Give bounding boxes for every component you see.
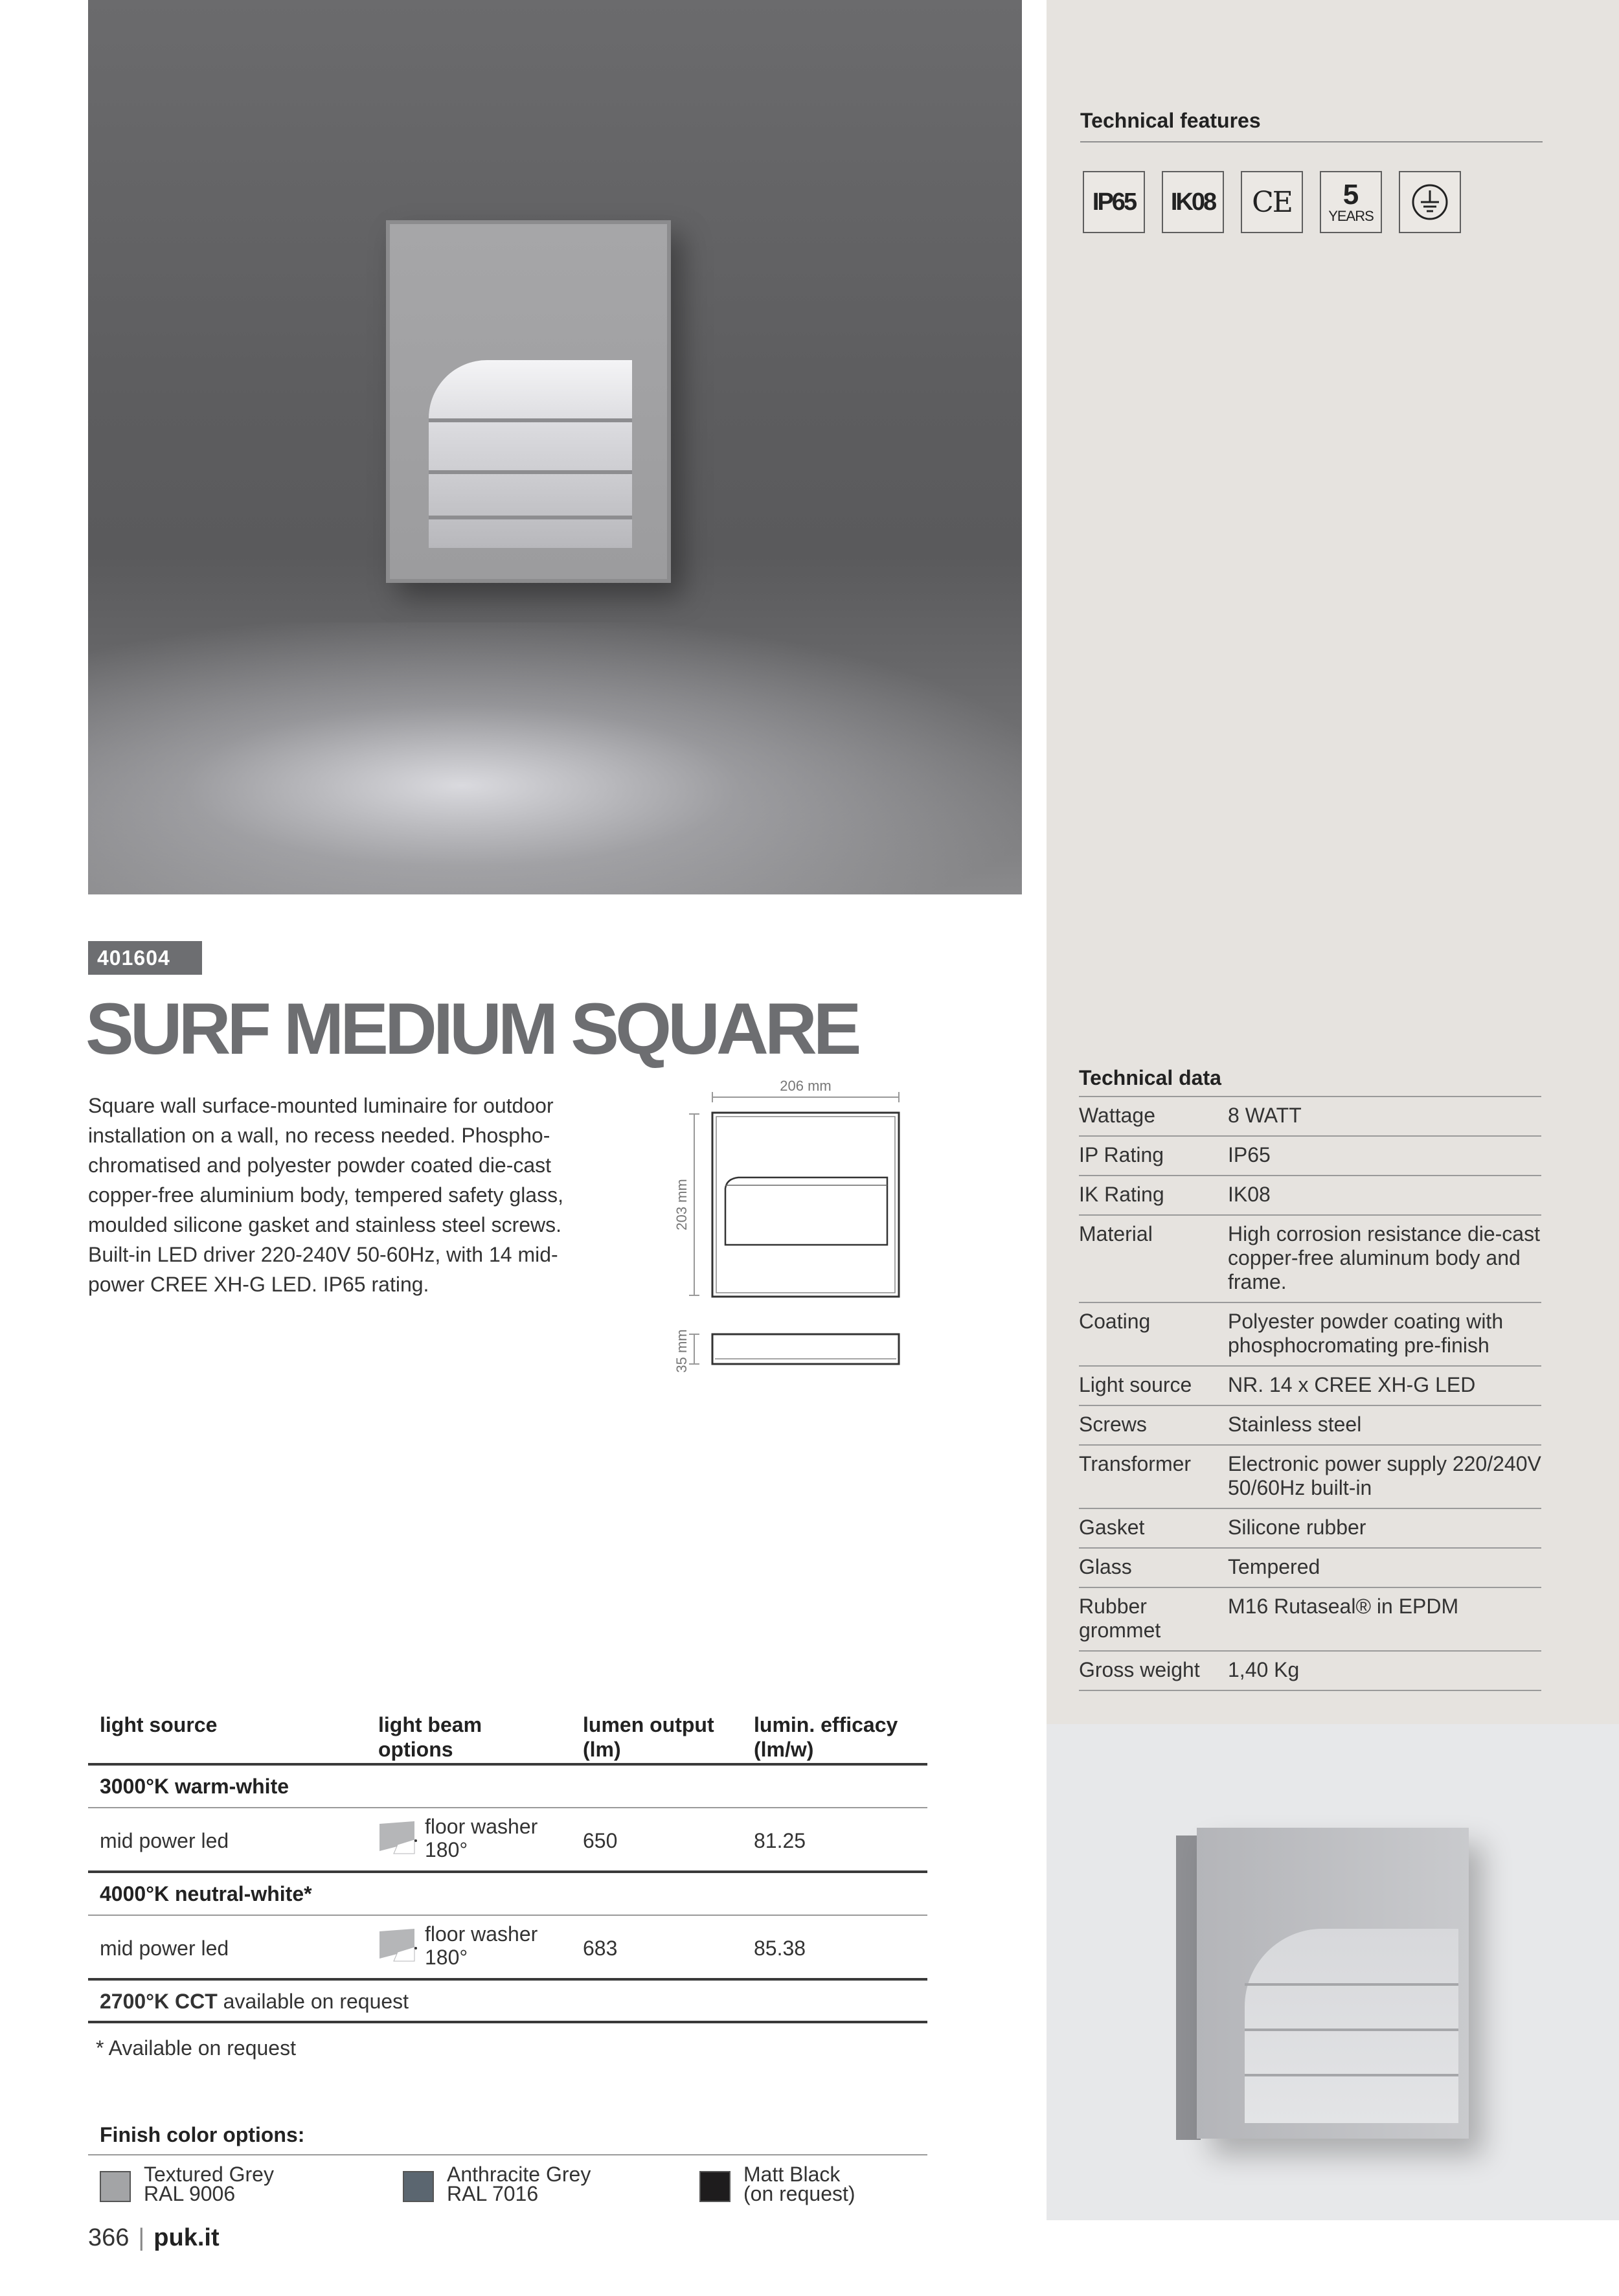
col-efficacy: lumin. efficacy (lm/w) xyxy=(754,1713,898,1761)
swatch-anthracite-grey xyxy=(403,2171,434,2202)
tech-value: Tempered xyxy=(1228,1548,1541,1587)
finish-option-label: Textured Grey RAL 9006 xyxy=(144,2163,274,2205)
swatch-textured-grey xyxy=(100,2171,131,2202)
section-neutral-white: 4000°K neutral-white* xyxy=(88,1873,927,1916)
tech-key: Wattage xyxy=(1079,1097,1228,1136)
warranty-badge xyxy=(1320,171,1382,233)
tech-row xyxy=(1079,1548,1541,1587)
tech-row xyxy=(1079,1651,1541,1690)
tech-value: NR. 14 x CREE XH-G LED xyxy=(1228,1366,1541,1405)
technical-features-heading: Technical features xyxy=(1080,109,1261,132)
tech-value: Electronic power supply 220/240V 50/60Hz built-in xyxy=(1228,1445,1541,1508)
tech-key: Light source xyxy=(1079,1366,1228,1405)
availability-note: * Available on request xyxy=(96,2036,296,2060)
product-photo xyxy=(88,0,1022,894)
product-title: SURF MEDIUM SQUARE xyxy=(85,988,858,1069)
lumen-cell: 683 xyxy=(583,1937,618,1960)
tech-row xyxy=(1079,1136,1541,1176)
product-photo-detail xyxy=(1047,1724,1619,2220)
light-source-cell: mid power led xyxy=(100,1937,229,1960)
tech-value: 1,40 Kg xyxy=(1228,1651,1541,1690)
floor-washer-icon xyxy=(378,1820,417,1855)
page-footer: 366 | puk.it xyxy=(88,2224,220,2251)
tech-row xyxy=(1079,1215,1541,1302)
tech-value: IP65 xyxy=(1228,1136,1541,1176)
tech-key: Material xyxy=(1079,1215,1228,1302)
efficacy-cell: 85.38 xyxy=(754,1937,806,1960)
technical-data-heading: Technical data xyxy=(1079,1066,1221,1089)
table-row xyxy=(88,1808,927,1873)
tech-row xyxy=(1079,1508,1541,1548)
tech-key: Glass xyxy=(1079,1548,1228,1587)
divider xyxy=(88,2154,927,2155)
tech-key: Rubber grommet xyxy=(1079,1587,1228,1651)
efficacy-cell: 81.25 xyxy=(754,1829,806,1852)
tech-key: Gross weight xyxy=(1079,1651,1228,1690)
product-description: Square wall surface-mounted luminaire for outdoor installation on a wall, no recess needed. Phospho-chromatised and polyester powder coated die-cast copper-free aluminium body, tempered safety glass, moulded silicone gasket and stainless steel screws. Built-in LED driver 220-240V 50-60Hz, with 14 mid-power CREE XH-G LED. IP65 rating. xyxy=(88,1094,563,1296)
swatch-matt-black xyxy=(699,2171,730,2202)
tech-row xyxy=(1079,1366,1541,1405)
warranty-years-label: YEARS xyxy=(1328,208,1374,224)
warranty-years-number: 5 xyxy=(1342,179,1359,210)
tech-value: M16 Rutaseal® in EPDM xyxy=(1228,1587,1541,1651)
technical-data-table xyxy=(1079,1096,1541,1691)
tech-value: Stainless steel xyxy=(1228,1405,1541,1445)
divider xyxy=(1080,141,1543,142)
lumen-cell: 650 xyxy=(583,1829,618,1852)
tech-key: Screws xyxy=(1079,1405,1228,1445)
col-lumen-output: lumen output (lm) xyxy=(583,1713,714,1761)
col-light-beam: light beam options xyxy=(378,1713,482,1761)
tech-key: Coating xyxy=(1079,1302,1228,1366)
tech-key: Transformer xyxy=(1079,1445,1228,1508)
tech-key: Gasket xyxy=(1079,1508,1228,1548)
height-dimension: 203 mm xyxy=(674,1179,690,1231)
tech-key: IP Rating xyxy=(1079,1136,1228,1176)
tech-value: High corrosion resistance die-cast copper-free aluminum body and frame. xyxy=(1228,1215,1541,1302)
depth-dimension: 35 mm xyxy=(674,1329,690,1373)
light-source-table xyxy=(88,1710,927,2060)
finish-option-label: Matt Black (on request) xyxy=(743,2163,855,2205)
tech-value: Silicone rubber xyxy=(1228,1508,1541,1548)
tech-value: Polyester powder coating with phosphocromating pre-finish xyxy=(1228,1302,1541,1366)
tech-row xyxy=(1079,1445,1541,1508)
ce-mark-icon: CE xyxy=(1241,171,1303,233)
page-number: 366 xyxy=(88,2224,130,2251)
tech-row xyxy=(1079,1302,1541,1366)
tech-value: 8 WATT xyxy=(1228,1097,1541,1136)
tech-row xyxy=(1079,1097,1541,1136)
beam-option-cell: floor washer 180° xyxy=(425,1815,538,1861)
light-source-cell: mid power led xyxy=(100,1829,229,1852)
cct-row xyxy=(88,1981,927,2023)
table-header xyxy=(88,1710,927,1766)
dimension-drawing xyxy=(667,1075,926,1399)
ik08-badge: IK08 xyxy=(1162,171,1224,233)
width-dimension: 206 mm xyxy=(780,1078,832,1094)
cct-availability: available on request xyxy=(223,1990,409,2013)
tech-row xyxy=(1079,1405,1541,1445)
ip65-badge: IP65 xyxy=(1083,171,1145,233)
luminaire-image xyxy=(386,220,671,583)
finish-option-label: Anthracite Grey RAL 7016 xyxy=(447,2163,591,2205)
col-light-source: light source xyxy=(100,1713,218,1736)
beam-option-cell: floor washer 180° xyxy=(425,1922,538,1969)
finish-options-heading: Finish color options: xyxy=(100,2123,305,2146)
product-code: 401604 xyxy=(88,941,202,975)
floor-washer-icon xyxy=(378,1927,417,1962)
feature-badges xyxy=(1083,171,1461,233)
table-row xyxy=(88,1916,927,1981)
tech-value: IK08 xyxy=(1228,1176,1541,1215)
tech-key: IK Rating xyxy=(1079,1176,1228,1215)
earth-ground-icon xyxy=(1399,171,1461,233)
tech-row xyxy=(1079,1176,1541,1215)
cct-label: 2700°K CCT xyxy=(100,1990,218,2013)
site-link[interactable]: puk.it xyxy=(153,2224,220,2251)
section-warm-white: 3000°K warm-white xyxy=(88,1766,927,1808)
tech-row xyxy=(1079,1587,1541,1651)
